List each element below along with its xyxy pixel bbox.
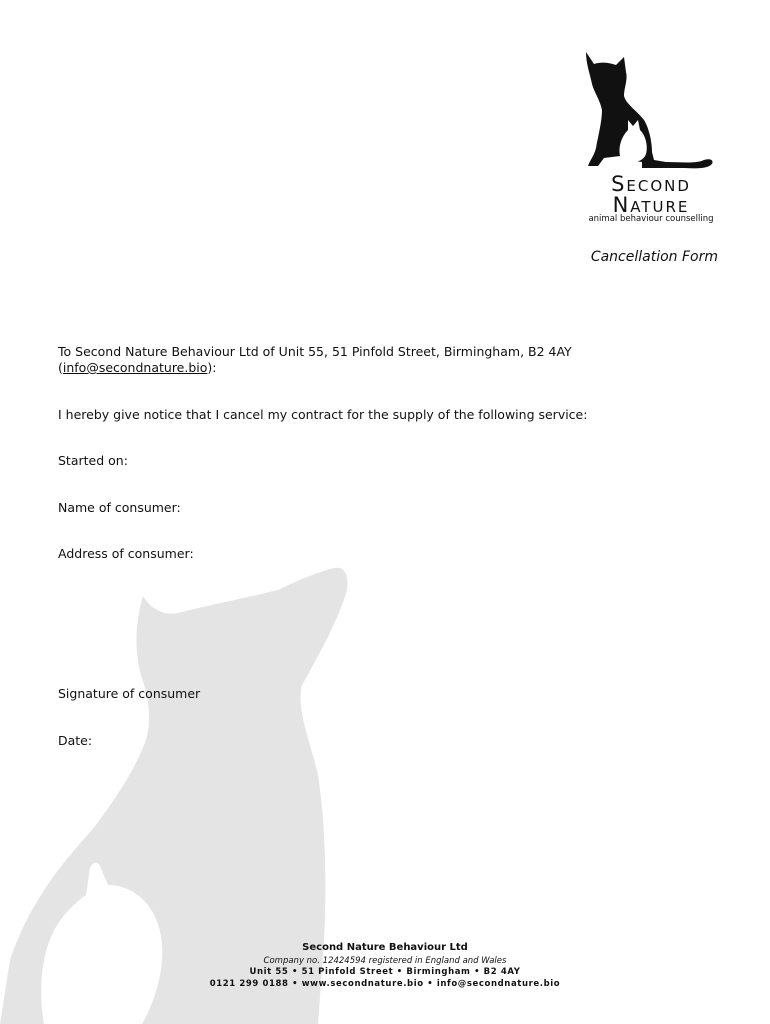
email-link[interactable]: info@secondnature.bio <box>62 360 208 375</box>
recipient-open-paren: ( <box>58 360 63 375</box>
date-label: Date: <box>58 733 93 748</box>
page-title: Cancellation Form <box>590 249 718 265</box>
signature-label: Signature of consumer <box>58 686 201 701</box>
recipient-close-paren: ): <box>207 360 217 375</box>
recipient-email-line <box>58 360 217 375</box>
footer-company: Second Nature Behaviour Ltd <box>302 942 468 953</box>
started-on-label: Started on: <box>58 453 128 468</box>
recipient-address <box>58 344 572 359</box>
brand-tagline: animal behaviour counselling <box>588 214 714 224</box>
notice-text: I hereby give notice that I cancel my contract for the supply of the following service: <box>58 407 588 422</box>
brand-name-line-1: Second <box>611 172 691 196</box>
footer-registration: Company no. 12424594 registered in England and Wales <box>263 956 507 966</box>
dog-cat-logo-icon <box>580 48 720 173</box>
footer-address: Unit 55 • 51 Pinfold Street • Birmingham • B2 4AY <box>249 967 521 977</box>
consumer-name-label: Name of consumer: <box>58 500 181 515</box>
footer-contact: 0121 299 0188 • www.secondnature.bio • info@secondnature.bio <box>209 979 561 989</box>
brand-name-line-2: Nature <box>612 193 690 217</box>
second-nature-logo <box>580 48 720 228</box>
consumer-address-label: Address of consumer: <box>58 546 194 561</box>
recipient-line: To Second Nature Behaviour Ltd of Unit 55, 51 Pinfold Street, Birmingham, B2 4AY <box>58 344 572 359</box>
